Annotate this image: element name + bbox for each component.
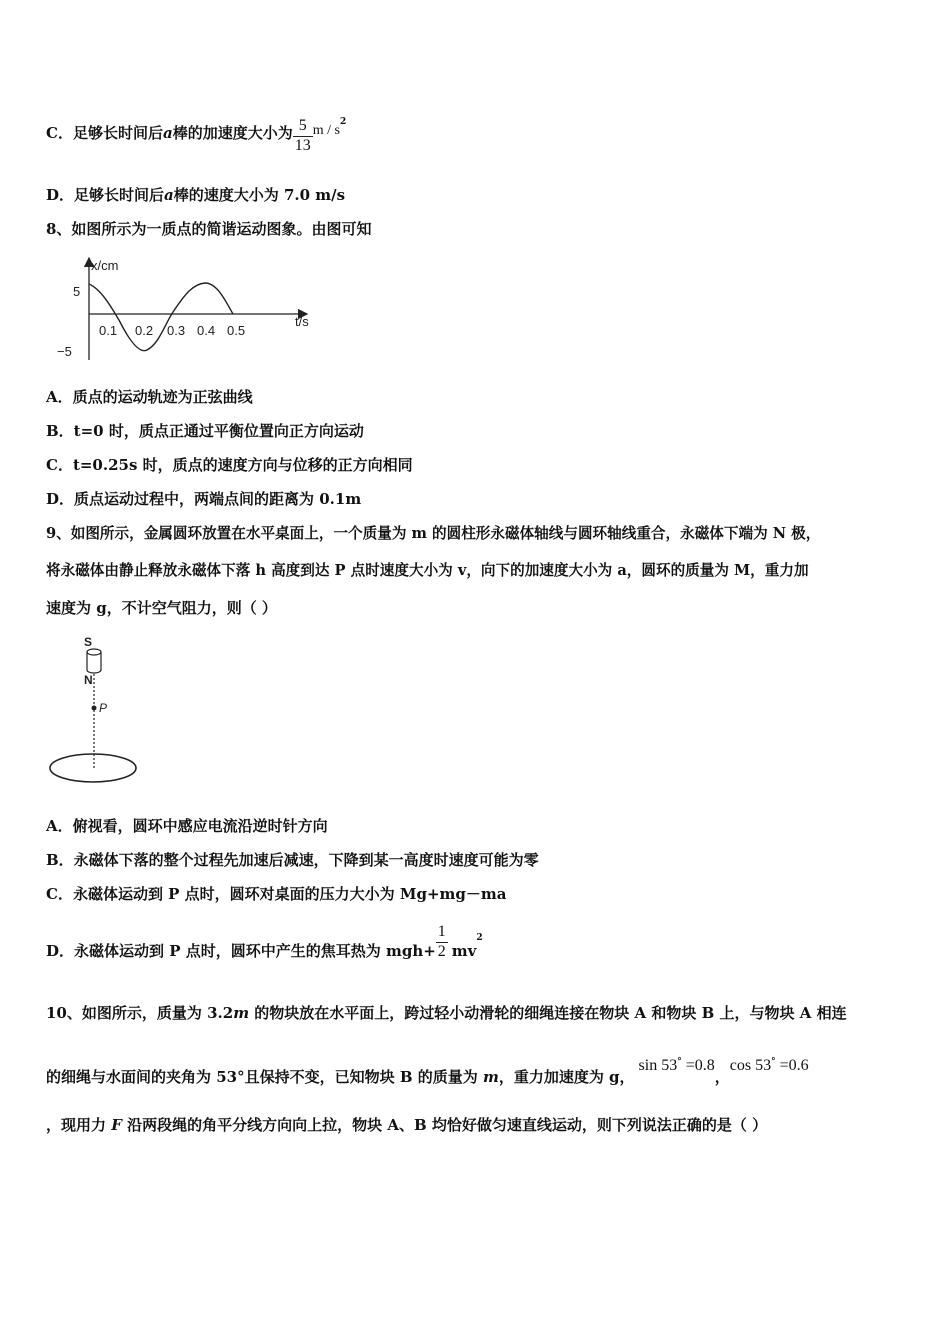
- q8-stem: 8、如图所示为一质点的简谐运动图象。由图可知: [46, 220, 372, 238]
- q10-line2: [46, 1052, 809, 1087]
- q7-accel-unit: m / s: [312, 123, 340, 138]
- q10-line1-a: 10、如图所示，质量为 3.2: [46, 1004, 234, 1022]
- sin-53: sin 53: [638, 1057, 678, 1074]
- metal-ring: [50, 754, 136, 782]
- frac-den: 13: [294, 137, 311, 154]
- q10-line1: [46, 1003, 847, 1023]
- q9-magnet-ring-figure: [44, 630, 144, 790]
- q8-shm-graph: [55, 252, 330, 364]
- x-axis-label: t/s: [295, 314, 309, 329]
- x-tick-0.1: 0.1: [99, 323, 118, 338]
- q8-option-b: B．t=0 时，质点正通过平衡位置向正方向运动: [46, 422, 364, 440]
- shm-curve: [89, 283, 233, 351]
- x-tick-0.2: 0.2: [135, 323, 154, 338]
- q7-accel-unit-exp: 2: [339, 117, 347, 127]
- q7-option-c-suffix: 棒的加速度大小为: [172, 124, 293, 142]
- point-p: [92, 706, 97, 711]
- q10-line2-b: ，重力加速度为 g，: [498, 1068, 635, 1086]
- q7-option-d-var: a: [164, 186, 174, 204]
- label-p: P: [99, 701, 108, 715]
- q10-line3-b: 沿两段绳的角平分线方向向上拉，物块 A、B 均恰好做匀速直线运动，则下列说法正确的是（ ）: [121, 1116, 768, 1134]
- q10-line3-var: F: [111, 1116, 122, 1134]
- q8-option-a: A．质点的运动轨迹为正弦曲线: [46, 388, 253, 406]
- q9-option-d-exp: 2: [476, 933, 483, 943]
- q7-option-c-prefix: C．足够长时间后: [46, 124, 163, 142]
- q10-line2-var: m: [482, 1068, 499, 1086]
- q10-comma: ，: [714, 1068, 730, 1086]
- x-tick-0.4: 0.4: [197, 323, 216, 338]
- sin-value: =0.8: [681, 1057, 715, 1074]
- q10-line3-a: ，现用力: [46, 1116, 112, 1134]
- x-tick-0.5: 0.5: [227, 323, 246, 338]
- q8-option-d: D．质点运动过程中，两端点间的距离为 0.1m: [46, 490, 362, 508]
- cos-53: cos 53: [729, 1057, 772, 1074]
- y-max-label: 5: [73, 284, 81, 299]
- frac-num: 5: [298, 117, 307, 134]
- q10-line1-var: m: [233, 1004, 250, 1022]
- frac-num: 1: [437, 923, 446, 940]
- label-n: N: [84, 673, 93, 687]
- cos-degree: °: [771, 1057, 776, 1067]
- magnet-top: [87, 649, 101, 655]
- frac-den: 2: [437, 943, 446, 960]
- q10-line2-a: 的细绳与水面间的夹角为 53°且保持不变，已知物块 B 的质量为: [46, 1068, 483, 1086]
- label-s: S: [84, 635, 93, 649]
- q9-option-a: A．俯视看，圆环中感应电流沿逆时针方向: [46, 817, 328, 835]
- y-min-label: −5: [57, 344, 72, 359]
- q9-stem-line3: 速度为 g，不计空气阻力，则（ ）: [46, 599, 277, 617]
- q9-option-d: [46, 922, 483, 961]
- q10-line1-b: 的物块放在水平面上，跨过轻小动滑轮的细绳连接在物块 A 和物块 B 上，与物块 A 相连: [249, 1004, 847, 1022]
- q9-stem-line2: 将永磁体由静止释放永磁体下落 h 高度到达 P 点时速度大小为 v，向下的加速度大小为 a，圆环的质量为 M，重力加: [46, 562, 809, 579]
- y-axis-label: x/cm: [91, 258, 119, 273]
- x-tick-0.3: 0.3: [167, 323, 186, 338]
- q7-option-c-var: a: [162, 124, 173, 142]
- q9-option-c: C．永磁体运动到 P 点时，圆环对桌面的压力大小为 Mg+mg－ma: [46, 885, 507, 903]
- q7-option-d-suffix: 棒的速度大小为 7.0 m/s: [173, 186, 346, 204]
- q9-heat-fraction: [436, 922, 448, 961]
- q10-line3: [46, 1115, 767, 1135]
- q8-option-c: C．t=0.25s 时，质点的速度方向与位移的正方向相同: [46, 456, 413, 474]
- q9-stem-line1: 9、如图所示，金属圆环放置在水平桌面上，一个质量为 m 的圆柱形永磁体轴线与圆环轴线重合，永磁体下端为 N 极，: [46, 525, 821, 542]
- sin-degree: °: [677, 1057, 682, 1067]
- q7-option-c: [46, 112, 346, 155]
- q9-option-b: B．永磁体下落的整个过程先加速后减速，下降到某一高度时速度可能为零: [46, 851, 539, 869]
- q7-option-d-prefix: D．足够长时间后: [46, 186, 165, 204]
- q9-option-d-suffix: mv: [451, 942, 477, 960]
- q7-accel-fraction: [293, 116, 313, 155]
- q7-option-d: [46, 185, 345, 205]
- cos-value: =0.6: [775, 1057, 809, 1074]
- q9-option-d-prefix: D．永磁体运动到 P 点时，圆环中产生的焦耳热为 mgh+: [46, 942, 436, 960]
